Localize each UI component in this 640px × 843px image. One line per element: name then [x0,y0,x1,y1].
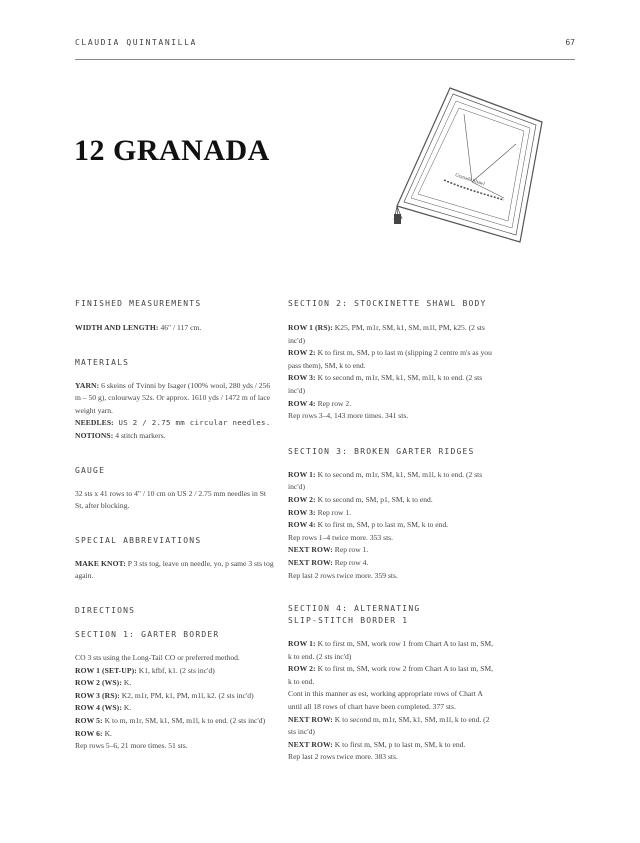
section-heading-abbreviations: SPECIAL ABBREVIATIONS [75,535,202,545]
section-heading-slip-stitch-line1: SECTION 4: ALTERNATING [288,604,421,614]
section-heading-finished: FINISHED MEASUREMENTS [75,299,202,308]
section-heading-garter-border: SECTION 1: GARTER BORDER [75,629,220,639]
right-column [288,298,498,764]
yarn-text: 6 skeins of Tvinni by Isager (100% wool, 280 yds / 256 m – 50 g), colourway 52s. Or approx. 1610 yds / 1472 m of lace weight yarn. [75,380,271,415]
row-label: ROW 2 (WS): [75,678,122,688]
width-length-label: WIDTH AND LENGTH: [75,323,159,332]
next-row-text: Rep row 4. [332,557,369,567]
next-row-text: Rep row 1. [332,545,369,555]
repeat-text: Rep rows 5–6, 21 more times. 51 sts. [75,741,188,751]
repeat-text: Rep rows 1–4 twice more. 353 sts. [288,532,394,542]
page-header [75,38,575,52]
section-heading-gauge: GAUGE [75,465,106,475]
make-knot-label: MAKE KNOT: [75,558,126,568]
repeat-text: Rep last 2 rows twice more. 359 sts. [288,570,398,580]
row-label: ROW 6: [75,728,103,738]
section-heading-broken-garter: SECTION 3: BROKEN GARTER RIDGES [288,446,475,456]
illustration-label: Granada Shawl [454,173,486,188]
left-column [75,298,275,753]
row-label: ROW 2: [288,664,316,674]
row-text: K2, m1r, PM, k1, PM, m1l, k2. (2 sts inc'd) [119,690,254,700]
section-heading-stockinette: SECTION 2: STOCKINETTE SHAWL BODY [288,299,487,308]
continue-text: Cont in this manner as est, working appropriate rows of Chart A until all 18 rows of chart have been completed. 377 sts. [288,689,483,712]
row-label: ROW 3: [288,373,316,383]
header-rule [75,59,575,60]
next-row-text: K to second m, m1r, SM, k1, SM, m1l, k to end. (2 sts inc'd) [288,714,490,737]
next-row-label: NEXT ROW: [288,714,333,724]
row-text: K to second m, SM, p1, SM, k to end. [315,494,433,504]
row-text: K. [121,678,132,688]
gauge-text: 32 sts x 41 rows to 4" / 10 cm on US 2 / 2.75 mm needles in St St, after blocking. [75,488,267,511]
row-label: ROW 1: [288,469,316,479]
repeat-text: Rep rows 3–4, 143 more times. 341 sts. [288,411,409,421]
needles-text: US 2 / 2.75 mm circular needles. [113,418,271,428]
row-text: Rep row 1. [315,507,352,517]
notions-text: 4 stitch markers. [113,430,166,440]
make-knot-text: P 3 sts tog, leave on needle, yo, p same 3 sts tog again. [75,558,274,581]
yarn-label: YARN: [75,380,100,390]
needles-label: NEEDLES: [75,418,114,428]
author-name: CLAUDIA QUINTANILLA [75,38,197,47]
row-text: K. [121,703,132,713]
row-text: K. [102,728,112,738]
row-label: ROW 3 (RS): [75,690,120,700]
finished-measurements [75,322,275,335]
row-label: ROW 1: [288,639,316,649]
row-text: K25, PM, m1r, SM, k1, SM, m1l, PM, k25. (2 sts inc'd) [288,323,485,345]
make-knot-definition [75,558,275,583]
row-text: K to first m, SM, work row 1 from Chart A to last m, SM, k to end. (2 sts inc'd) [288,639,494,661]
repeat-text: Rep last 2 rows twice more. 383 sts. [288,752,398,762]
next-row-label: NEXT ROW: [288,739,333,749]
next-row-label: NEXT ROW: [288,545,333,555]
row-text: K to second m, m1r, SM, k1, SM, m1l, k to end. (2 sts inc'd) [288,469,483,492]
next-row-text: K to first m, SM, p to last m, SM, k to end. [332,739,466,749]
page-number: 67 [565,38,575,47]
row-label: ROW 4: [288,398,316,408]
cast-on-text: CO 3 sts using the Long-Tail CO or preferred method. [75,652,240,662]
row-label: ROW 2: [288,348,316,358]
row-label: ROW 3: [288,507,316,517]
section3-instructions [288,469,498,582]
garter-border-instructions [75,652,275,753]
next-row-label: NEXT ROW: [288,557,333,567]
notions-label: NOTIONS: [75,430,114,440]
row-text: K to m, m1r, SM, k1, SM, m1l, k to end. (2 sts inc'd) [102,715,266,725]
shawl-illustration [392,84,552,259]
row-label: ROW 2: [288,494,316,504]
row-label: ROW 1 (RS): [288,323,333,332]
row-text: K to second m, m1r, SM, k1, SM, m1l, k to end. (2 sts inc'd) [288,373,483,395]
row-text: Rep row 2. [315,398,352,408]
row-text: K to first m, SM, p to last m, SM, k to end. [315,520,449,530]
section-heading-directions: DIRECTIONS [75,605,136,615]
section-heading-materials: MATERIALS [75,357,130,367]
section-heading-slip-stitch-line2: SLIP-STITCH BORDER 1 [288,616,409,626]
row-label: ROW 5: [75,715,103,725]
row-label: ROW 4 (WS): [75,703,122,713]
row-text: K to first m, SM, p to last m (slipping 2 centre m's as you pass them), SM, k to end. [288,348,492,370]
materials-list [75,380,275,443]
section4-instructions [288,638,498,764]
row-label: ROW 4: [288,520,316,530]
width-length-value: 46" / 117 cm. [158,323,202,332]
row-label: ROW 1 (SET-UP): [75,665,137,675]
pattern-title: 12 GRANADA [74,134,270,167]
row-text: K1, kfbf, k1. (2 sts inc'd) [136,665,215,675]
section2-instructions [288,322,498,423]
row-text: K to first m, SM, work row 2 from Chart A to last m, SM, k to end. [288,664,494,686]
